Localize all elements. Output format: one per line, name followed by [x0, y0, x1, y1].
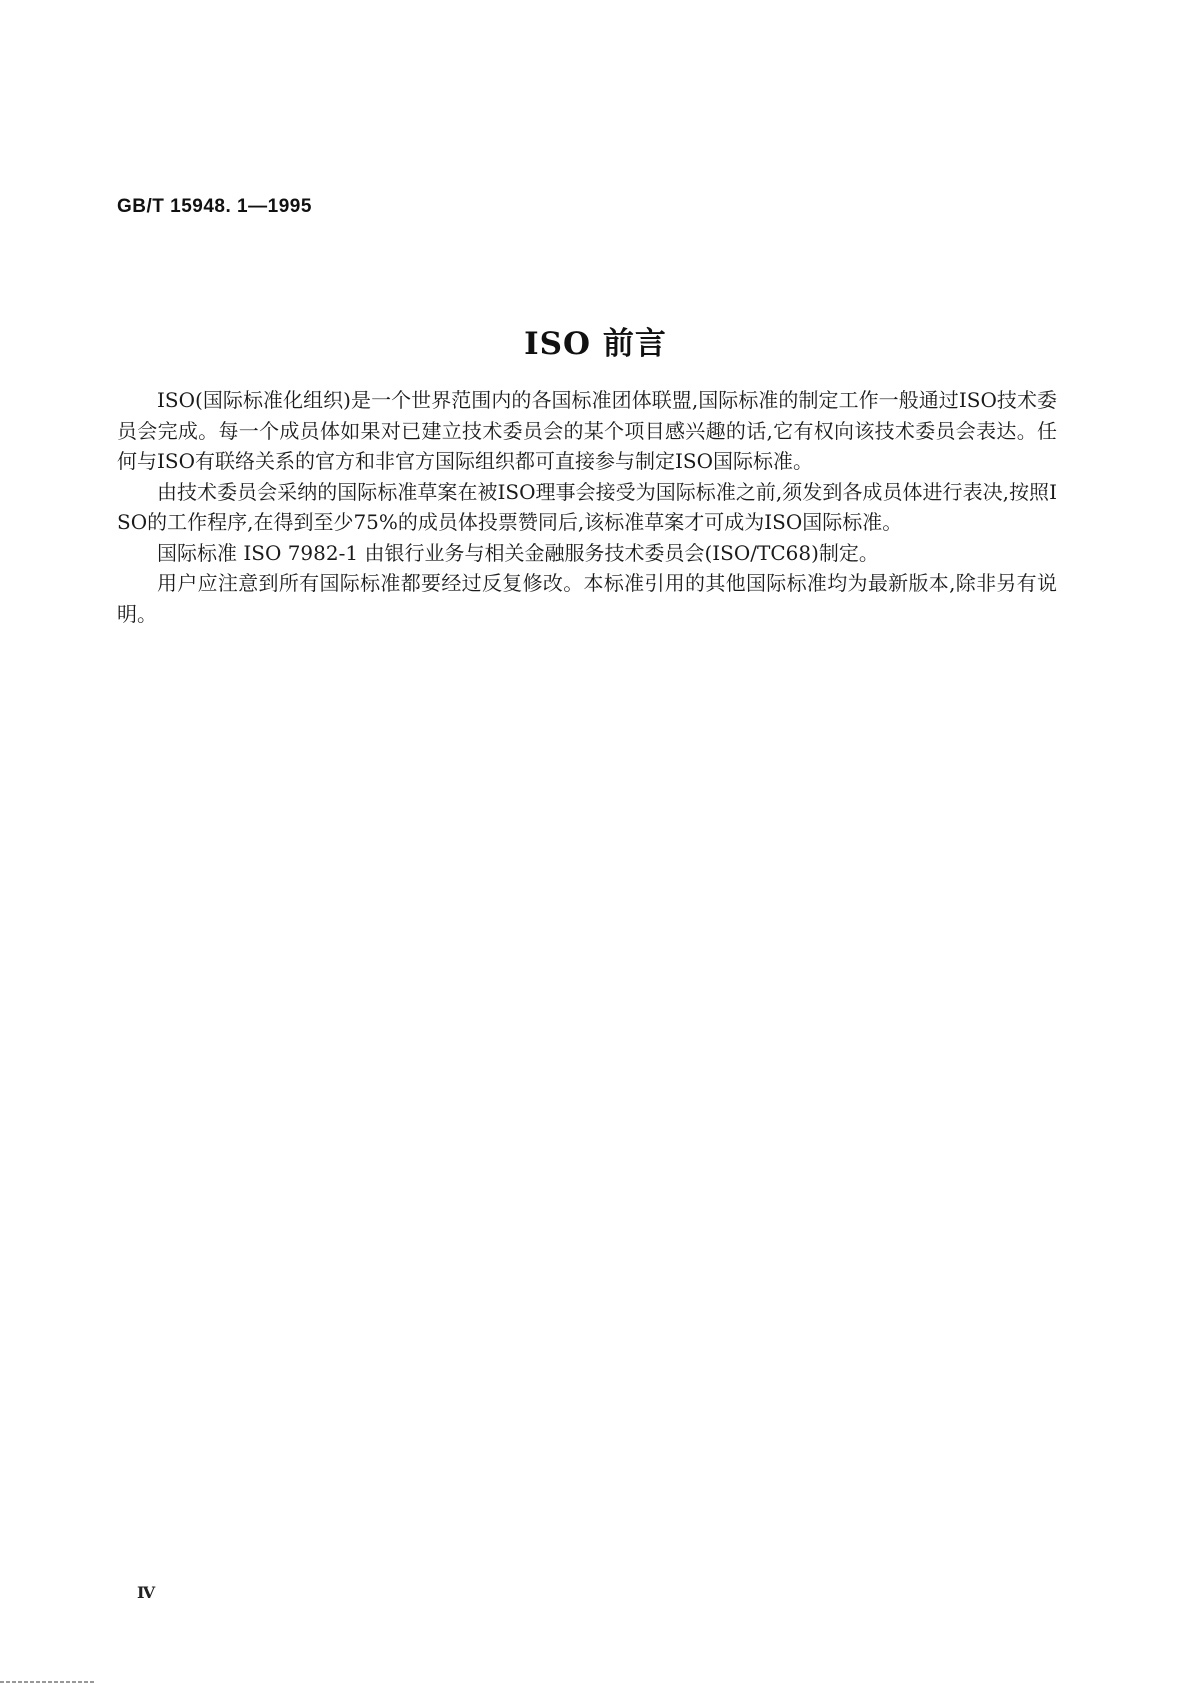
paragraph-2: 由技术委员会采纳的国际标准草案在被ISO理事会接受为国际标准之前,须发到各成员体进行表决,按照ISO的工作程序,在得到至少75%的成员体投票赞同后,该标准草案才可成为ISO国际标准。	[117, 479, 1057, 534]
body-text	[117, 385, 1057, 629]
page-title: ISO 前言	[524, 326, 667, 362]
paragraph-4: 用户应注意到所有国际标准都要经过反复修改。本标准引用的其他国际标准均为最新版本,除非另有说明。	[117, 571, 1057, 626]
page-number: Ⅳ	[137, 1583, 156, 1602]
paragraph-3: 国际标准 ISO 7982-1 由银行业务与相关金融服务技术委员会(ISO/TC68)制定。	[157, 540, 879, 565]
document-code: GB/T 15948. 1—1995	[117, 196, 312, 217]
paragraph-1: ISO(国际标准化组织)是一个世界范围内的各国标准团体联盟,国际标准的制定工作一般通过ISO技术委员会完成。每一个成员体如果对已建立技术委员会的某个项目感兴趣的话,它有权向该技术委员会表达。任何与ISO有联络关系的官方和非官方国际组织都可直接参与制定ISO国际标准。	[117, 388, 1057, 473]
scan-artifact-line	[0, 1681, 95, 1683]
